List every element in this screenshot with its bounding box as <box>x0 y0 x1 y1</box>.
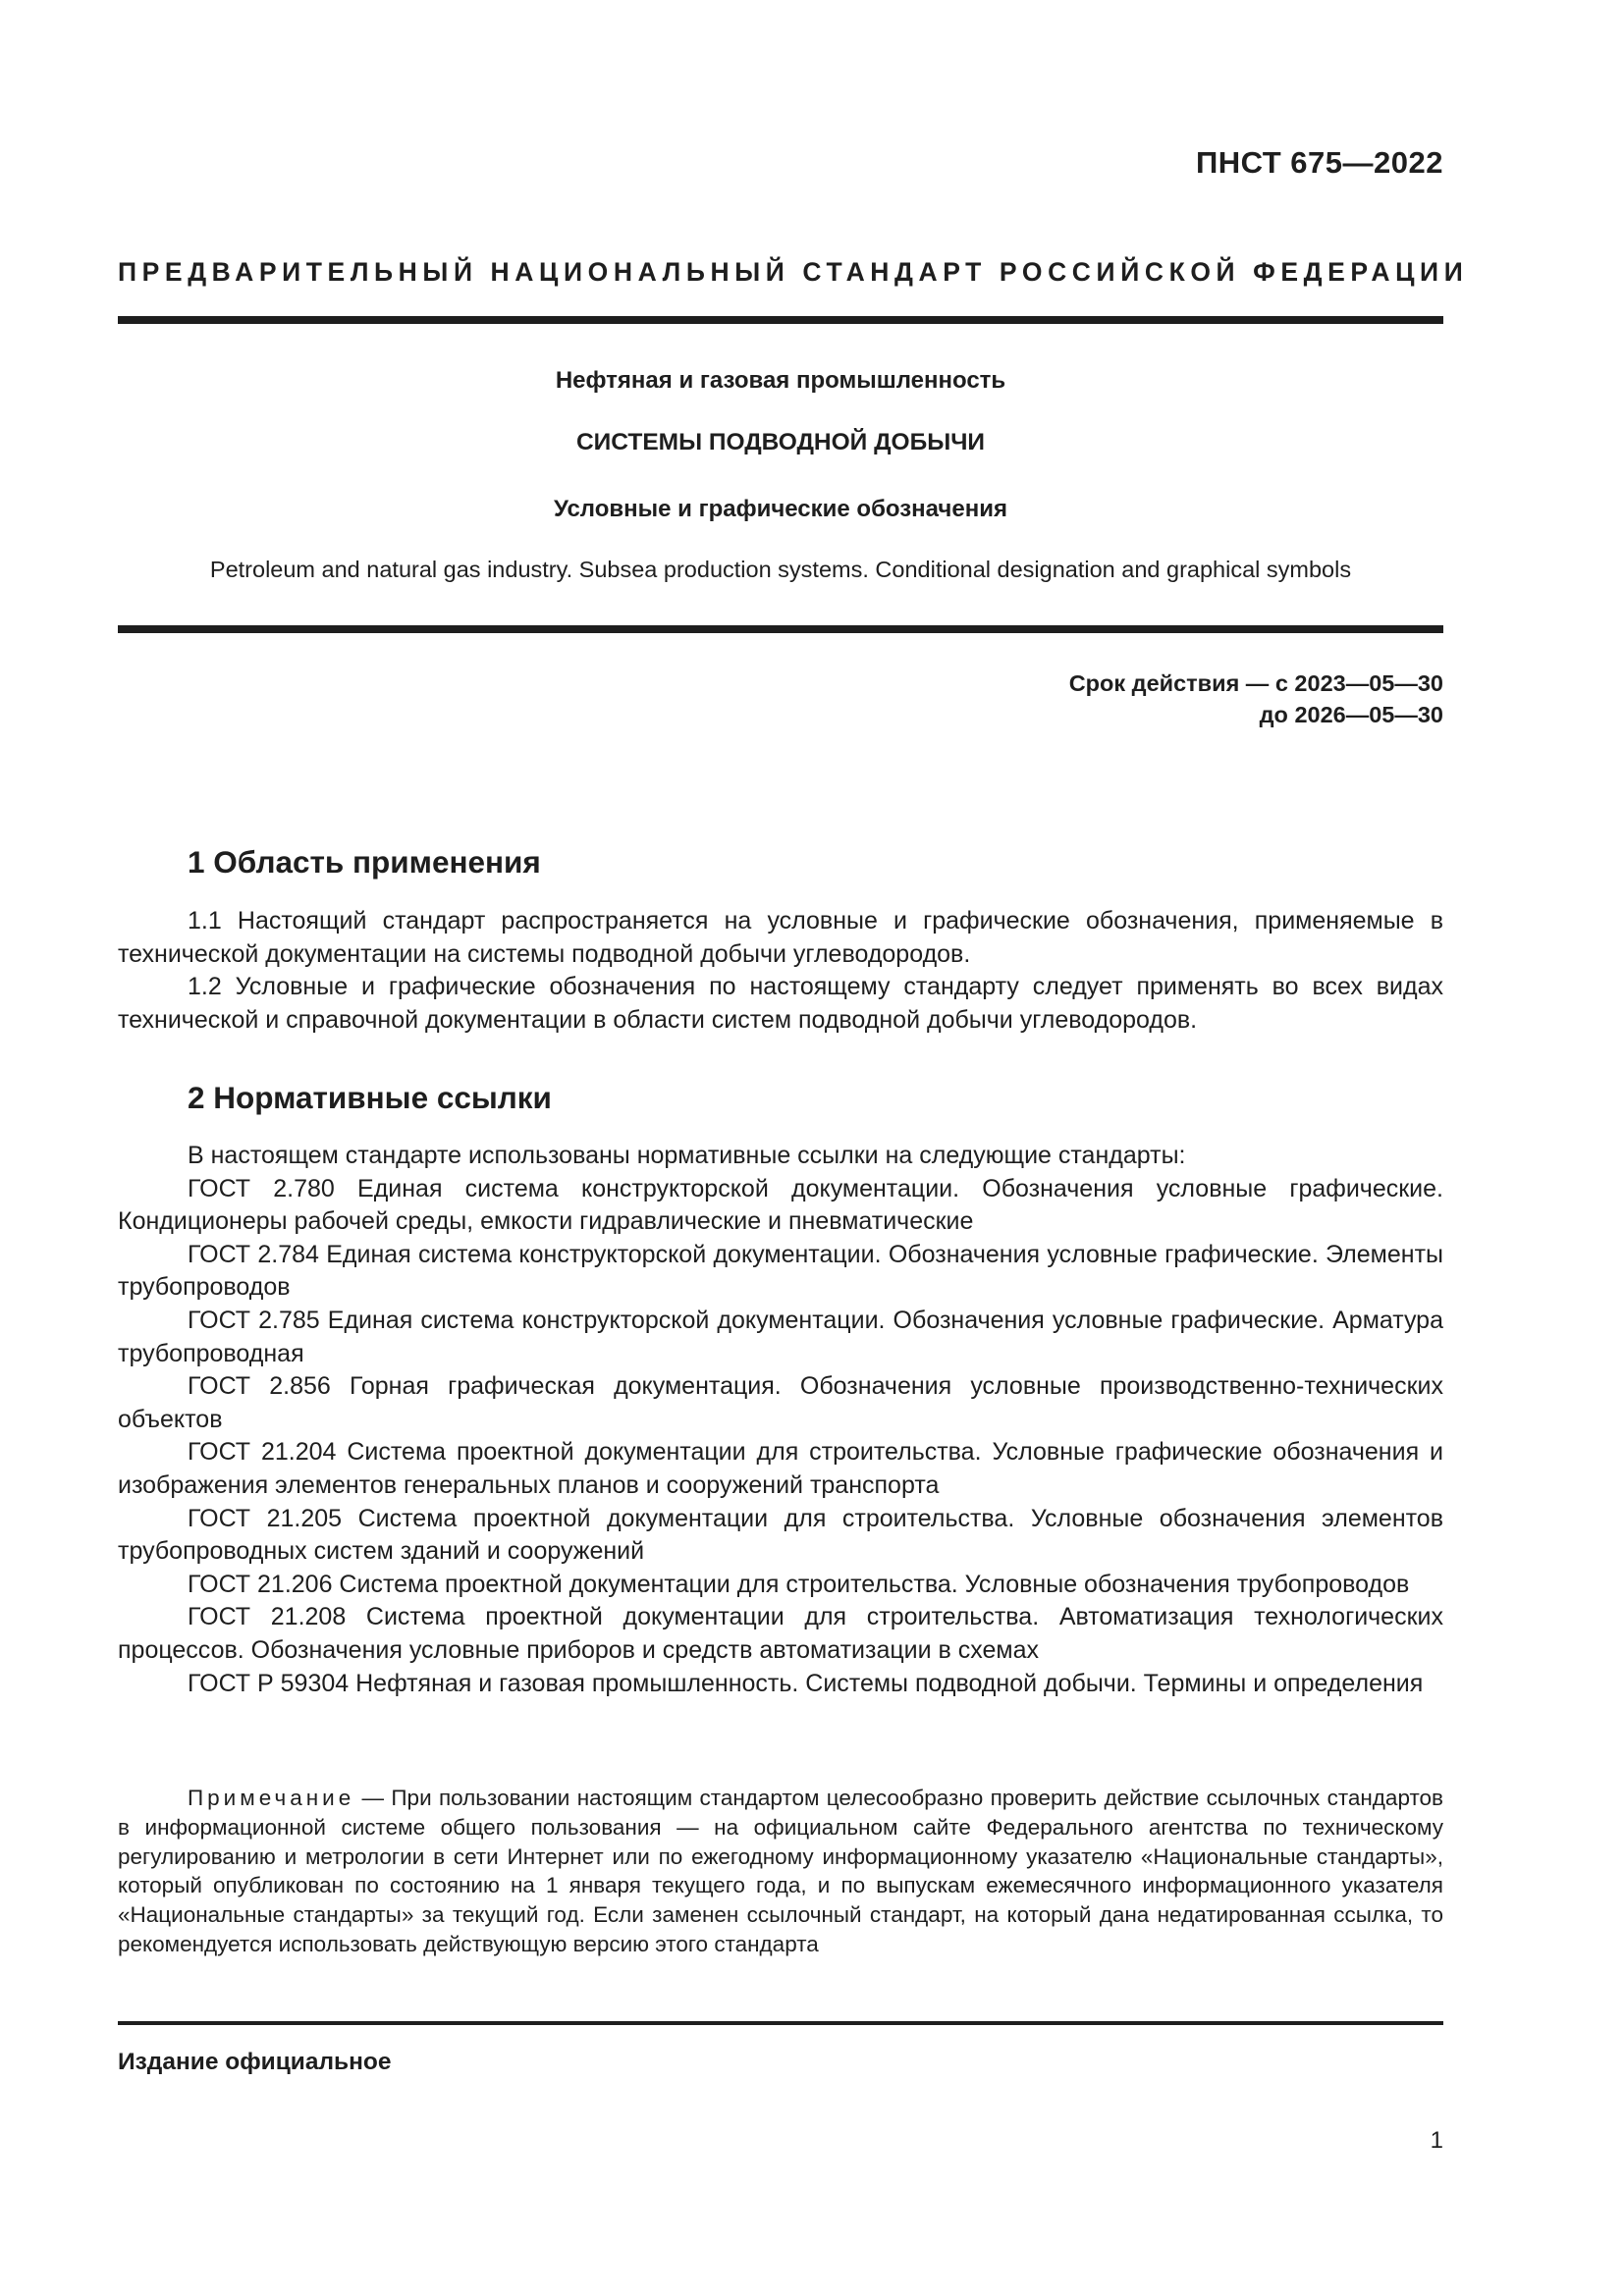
title-rule <box>118 625 1443 633</box>
normative-references <box>118 1140 1443 1700</box>
footer-rule <box>118 2021 1443 2025</box>
section-2-heading: 2 Нормативные ссылки <box>188 1080 552 1115</box>
validity-period <box>1069 667 1443 730</box>
note <box>118 1784 1443 1959</box>
reference-item: ГОСТ 2.780 Единая система конструкторской документации. Обозначения условные графические. Кондиционеры рабочей среды, емкости гидравлические и пневматические <box>118 1174 1443 1236</box>
note-text: — При пользовании настоящим стандартом целесообразно проверить действие ссылочных стандартов в информационной системе общего пользования — на официальном сайте Федерального агентства по техническому регулированию и метрологии в сети Интернет или по ежегодному информационному указателю «Национальные стандарты», который опубликован по состоянию на 1 января текущего года, и по выпускам ежемесячного информационного указателя «Национальные стандарты» за текущий год. Если заменен ссылочный стандарт, на который дана недатированная ссылка, то рекомендуется использовать действующую версию этого стандарта <box>118 1786 1443 1956</box>
standard-number: ПНСТ 675—2022 <box>1195 145 1443 180</box>
title-main: СИСТЕМЫ ПОДВОДНОЙ ДОБЫЧИ <box>575 429 986 455</box>
reference-item: ГОСТ 21.204 Система проектной документации для строительства. Условные графические обозначения и изображения элементов генеральных планов и сооружений транспорта <box>118 1438 1443 1499</box>
top-rule <box>118 316 1443 324</box>
reference-item: ГОСТ 21.205 Система проектной документации для строительства. Условные обозначения элементов трубопроводных систем зданий и сооружений <box>118 1504 1443 1566</box>
reference-item: ГОСТ 21.208 Система проектной документации для строительства. Автоматизация технологических процессов. Обозначения условные приборов и средств автоматизации в схемах <box>118 1603 1443 1664</box>
reference-item: ГОСТ Р 59304 Нефтяная и газовая промышленность. Системы подводной добычи. Термины и определения <box>188 1669 1424 1697</box>
official-edition-label: Издание официальное <box>118 2049 392 2075</box>
validity-start: Срок действия — с 2023—05—30 <box>1068 670 1443 696</box>
section-1-paragraph-1: 1.1 Настоящий стандарт распространяется на условные и графические обозначения, применяемые в технической документации на системы подводной добычи углеводородов. <box>118 907 1443 968</box>
page-number: 1 <box>1430 2127 1443 2154</box>
title-english: Petroleum and natural gas industry. Subsea production systems. Conditional designation and graphical symbols <box>209 557 1352 582</box>
note-label: Примечание <box>188 1786 355 1810</box>
validity-end: до 2026—05—30 <box>1259 702 1443 727</box>
references-intro: В настоящем стандарте использованы нормативные ссылки на следующие стандарты: <box>188 1142 1186 1169</box>
title-subtitle: Условные и графические обозначения <box>554 496 1007 522</box>
section-1-heading: 1 Область применения <box>188 844 541 880</box>
title-industry: Нефтяная и газовая промышленность <box>555 367 1006 394</box>
reference-item: ГОСТ 2.856 Горная графическая документация. Обозначения условные производственно-технических объектов <box>118 1372 1443 1433</box>
reference-item: ГОСТ 2.784 Единая система конструкторской документации. Обозначения условные графические. Элементы трубопроводов <box>118 1240 1443 1302</box>
reference-item: ГОСТ 2.785 Единая система конструкторской документации. Обозначения условные графические. Арматура трубопроводная <box>118 1306 1443 1367</box>
standard-type-heading: ПРЕДВАРИТЕЛЬНЫЙ НАЦИОНАЛЬНЫЙ СТАНДАРТ РОССИЙСКОЙ ФЕДЕРАЦИИ <box>118 257 1469 287</box>
section-1-paragraph-2: 1.2 Условные и графические обозначения по настоящему стандарту следует применять во всех видах технической и справочной документации в области систем подводной добычи углеводородов. <box>118 973 1443 1034</box>
reference-item: ГОСТ 21.206 Система проектной документации для строительства. Условные обозначения трубопроводов <box>188 1570 1410 1598</box>
